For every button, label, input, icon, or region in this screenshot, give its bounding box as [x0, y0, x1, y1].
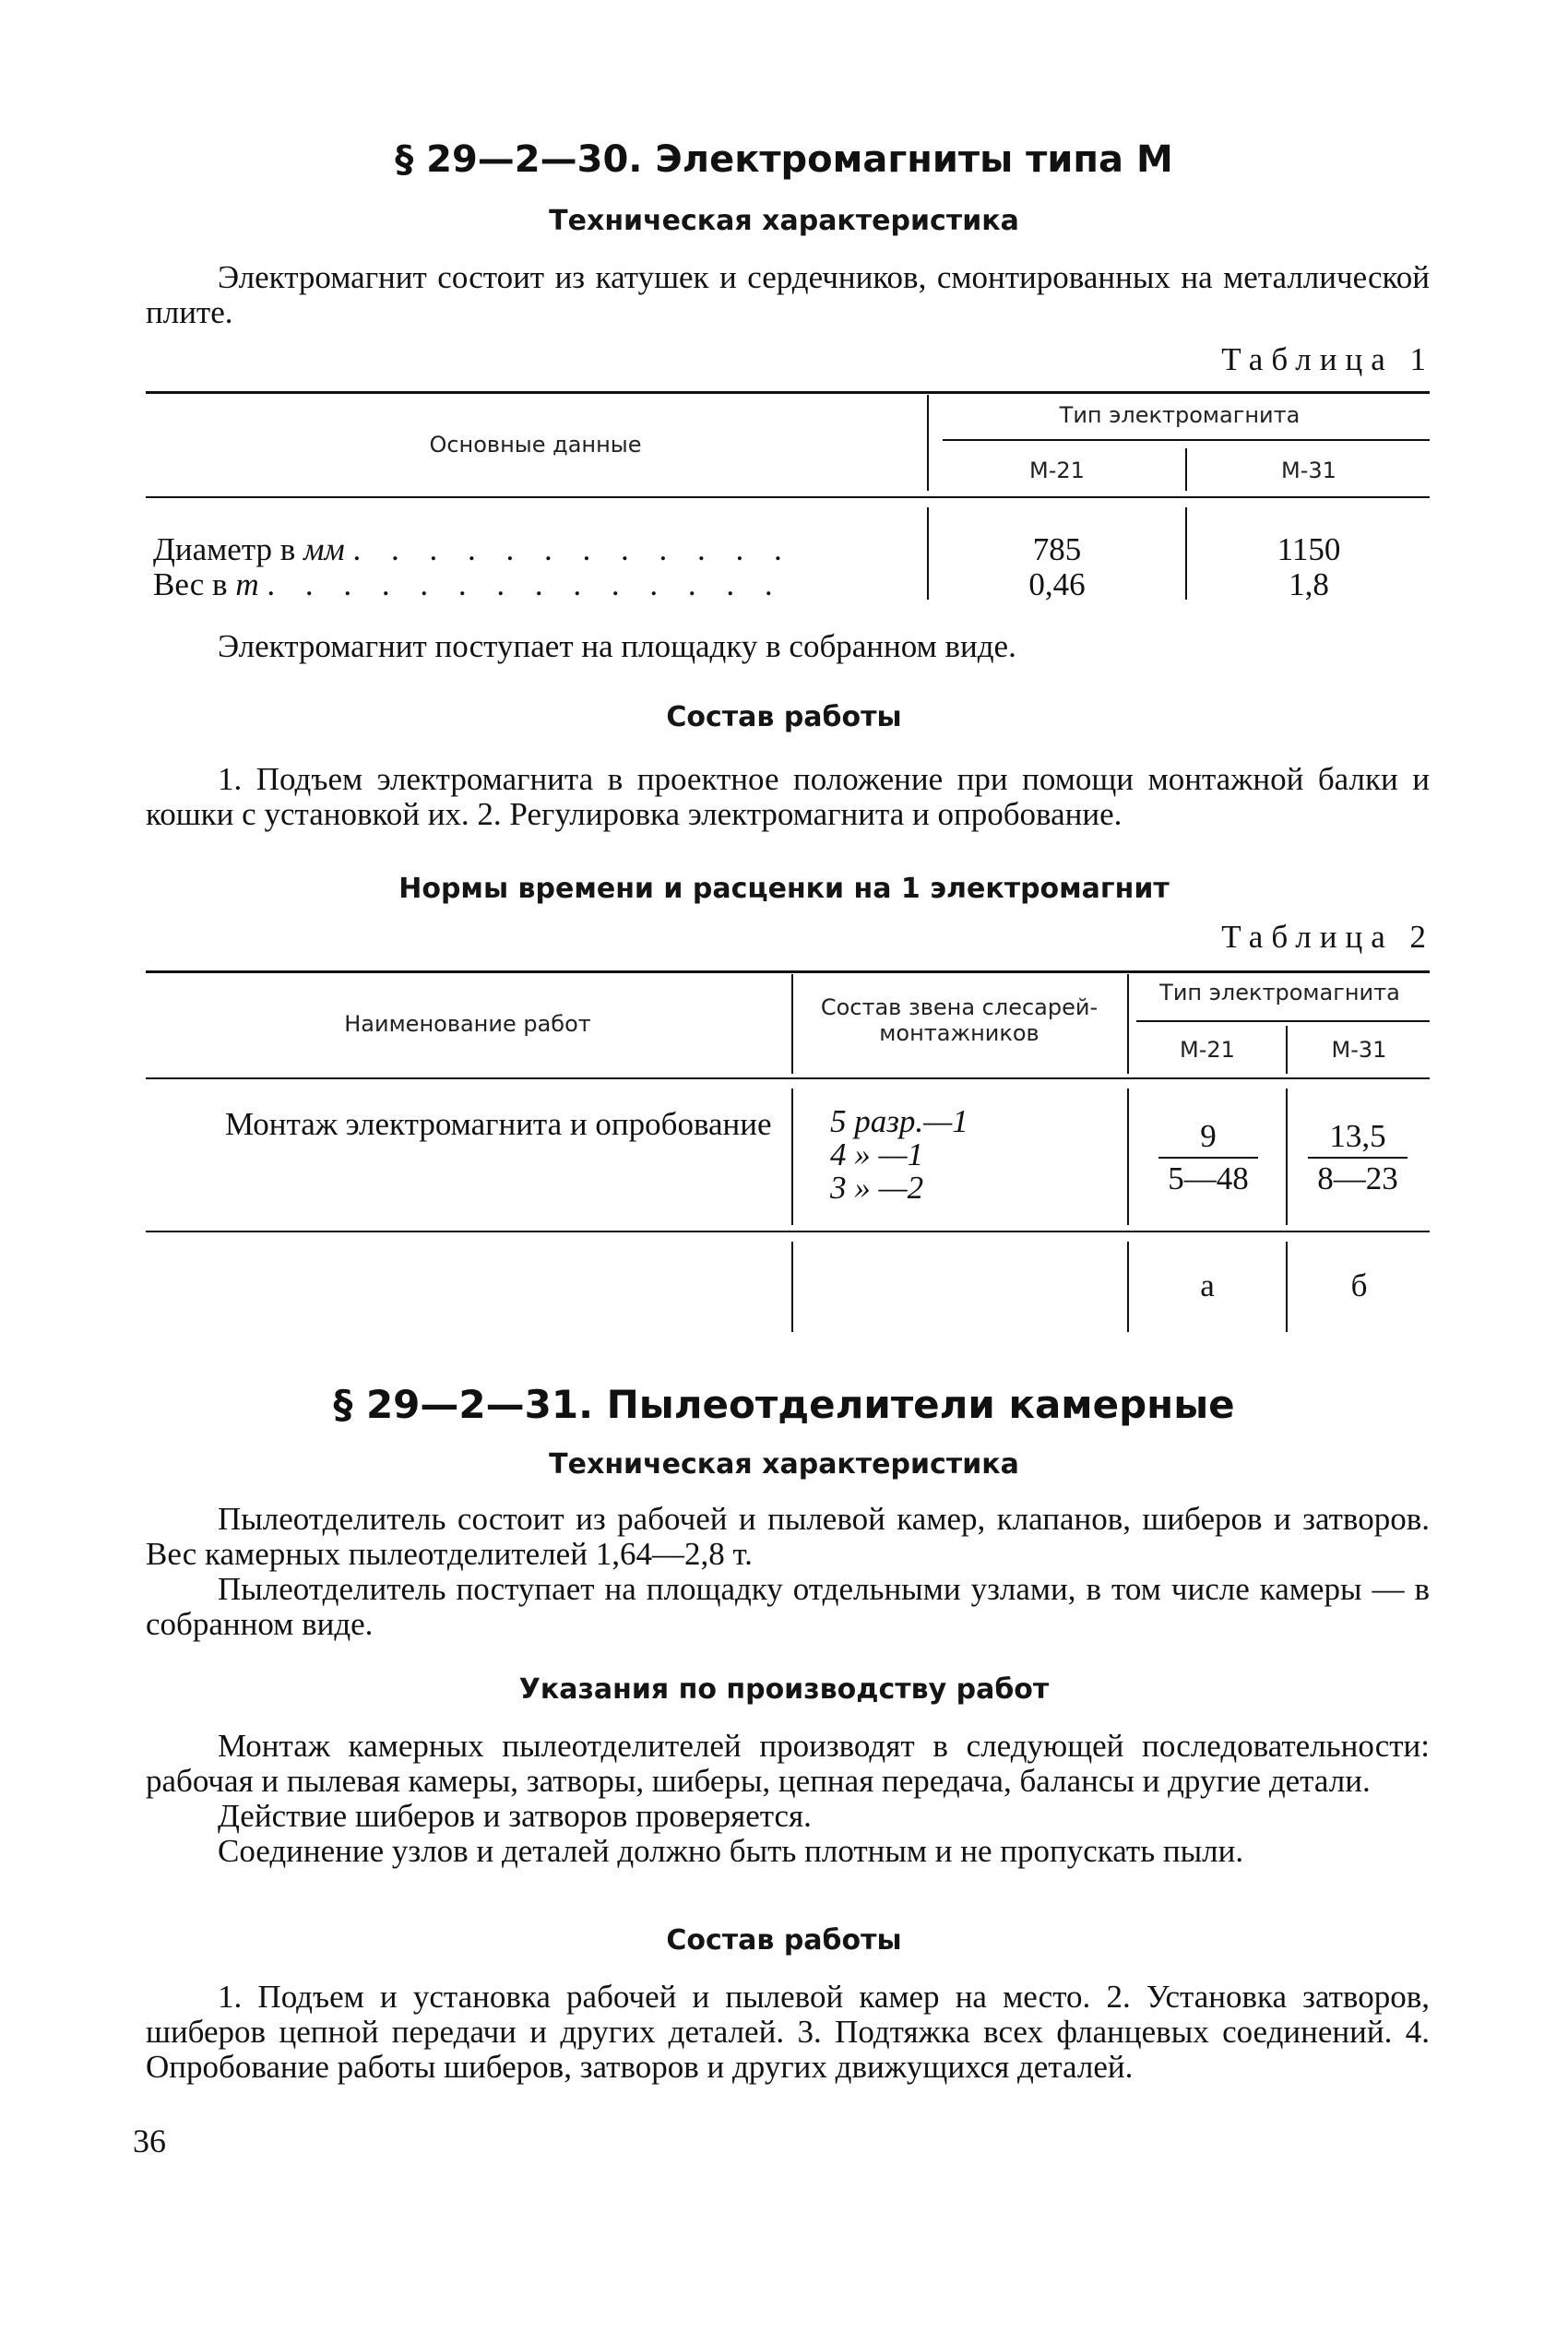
work-paragraph-1 — [146, 762, 1430, 832]
work-heading-2: Состав работы — [666, 1924, 902, 1957]
table2-letter-b: б — [1350, 1267, 1368, 1303]
section-title-29-2-30: § 29—2—30. Электромагниты типа М — [395, 138, 1173, 181]
instructions-heading: Указания по производству работ — [518, 1673, 1050, 1706]
instructions-text-3: Соединение узлов и деталей должно быть плотным и не пропускать пыли. — [218, 1833, 1244, 1869]
work-heading-1: Состав работы — [666, 701, 902, 733]
after-table1-text: Электромагнит поступает на площадку в собранном виде. — [218, 628, 1016, 664]
tech-text-2a: Пылеотделитель состоит из рабочей и пылевой камер, клапанов, шиберов и затворов. Вес камерных пылеотделителей 1,64—2,8 т. — [146, 1501, 1430, 1572]
table2-foot-div-type — [1286, 1242, 1288, 1332]
work-text-1: 1. Подъем электромагнита в проектное положение при помощи монтажной балки и кошки с установкой их. 2. Регулировка электромагнита и опробование. — [146, 761, 1430, 832]
table2-foot-div-work — [791, 1242, 793, 1332]
table1-type-m31: М-31 — [1281, 458, 1336, 483]
tech-paragraphs-2 — [146, 1502, 1430, 1642]
tech-paragraph-1 — [146, 260, 1430, 330]
table1-row-diameter — [153, 531, 793, 568]
table2-col-type: Тип электромагнита — [1159, 980, 1400, 1005]
table2-type-m21: М-21 — [1180, 1037, 1235, 1063]
tech-text-2b: Пылеотделитель поступает на площадку отдельными узлами, в том числе камеры — в собранном виде. — [146, 1571, 1430, 1642]
table1-col-type: Тип электромагнита — [1059, 402, 1301, 428]
tech-heading-2: Техническая характеристика — [549, 1448, 1019, 1481]
row-weight-dots: . . . . . . . . . . . . . . — [267, 566, 784, 602]
table1-col-main: Основные данные — [429, 432, 642, 458]
table2-col-crew: Состав звена слесарей-монтажников — [820, 994, 1099, 1046]
m21-norm-time: 9 — [1200, 1118, 1217, 1154]
row-diameter-dots: . . . . . . . . . . . . — [352, 531, 793, 567]
instructions-text-2: Действие шиберов и затворов проверяется. — [218, 1798, 812, 1834]
table2-crew-2: 4 » —1 — [830, 1136, 924, 1172]
instructions-text-1: Монтаж камерных пылеотделителей производят в следующей последовательности: рабочая и пылевая камеры, затворы, шиберы, цепная передача, балансы и другие детали. — [146, 1728, 1430, 1799]
table1-divider — [927, 395, 929, 491]
table2-top-rule — [146, 970, 1430, 973]
table1-sub-rule — [943, 439, 1430, 441]
work-text-2: 1. Подъем и установка рабочей и пылевой камер на место. 2. Установка затворов, шиберов цепной передачи и других деталей. 3. Подтяжка всех фланцевых соединений. 4. Опробование работы шиберов, затворов и других движущихся деталей. — [146, 1979, 1430, 2085]
m31-rate: 8—23 — [1317, 1160, 1398, 1196]
work-paragraph-2 — [146, 1980, 1430, 2085]
m31-norm-time: 13,5 — [1329, 1118, 1386, 1154]
table2-foot-div-crew — [1127, 1242, 1129, 1332]
table1-type-divider — [1185, 448, 1187, 491]
row-diameter-label: Диаметр в — [153, 531, 296, 567]
table2-row-name: Монтаж электромагнита и опробование — [225, 1106, 772, 1142]
table2-type-divider — [1286, 1026, 1288, 1074]
norms-heading: Нормы времени и расценки на 1 электромагнит — [398, 873, 1170, 905]
table1-label: Таблица 1 — [1221, 341, 1434, 377]
table1-type-m21: М-21 — [1029, 458, 1085, 483]
table1-row-weight — [153, 566, 784, 603]
table2-div-work — [791, 974, 793, 1074]
table1-weight-m31: 1,8 — [1289, 566, 1329, 602]
table2-bottom-rule — [146, 1231, 1430, 1232]
m21-rate: 5—48 — [1168, 1160, 1249, 1196]
m21-fraction-bar — [1158, 1157, 1258, 1159]
table2-m31-value — [1302, 1118, 1413, 1197]
table2-header-rule — [146, 1077, 1430, 1079]
table1-body-type-divider — [1185, 507, 1187, 600]
table2-body-div-type — [1286, 1089, 1288, 1225]
table2-crew-1: 5 разр.—1 — [830, 1103, 968, 1139]
table2-div-crew — [1127, 974, 1129, 1074]
section-title-29-2-31: § 29—2—31. Пылеотделители камерные — [333, 1382, 1235, 1427]
page-number: 36 — [133, 2123, 166, 2159]
table2-crew-3: 3 » —2 — [830, 1170, 924, 1206]
table1-diameter-m21: 785 — [1032, 531, 1082, 567]
table2-letter-a: а — [1200, 1267, 1215, 1303]
table2-sub-rule — [1136, 1020, 1430, 1022]
m31-fraction-bar — [1308, 1157, 1408, 1159]
row-weight-unit: т — [235, 566, 259, 602]
table2-label: Таблица 2 — [1221, 919, 1434, 955]
table1-diameter-m31: 1150 — [1277, 531, 1341, 567]
tech-heading-1: Техническая характеристика — [549, 205, 1019, 237]
table1-weight-m21: 0,46 — [1028, 566, 1086, 602]
table2-type-m31: М-31 — [1331, 1037, 1387, 1063]
instructions-paragraphs — [146, 1729, 1430, 1869]
after-table1-paragraph — [146, 629, 1430, 664]
table2-body-div-work — [791, 1089, 793, 1225]
table1-header-rule — [146, 496, 1430, 498]
row-weight-label: Вес в — [153, 566, 228, 602]
table2-m21-value — [1153, 1118, 1264, 1197]
table1-top-rule — [146, 391, 1430, 394]
row-diameter-unit: мм — [303, 531, 345, 567]
tech-text-1: Электромагнит состоит из катушек и сердечников, смонтированных на металлической плите. — [146, 259, 1430, 330]
table1-body-divider — [927, 507, 929, 600]
table2-col-work: Наименование работ — [344, 1011, 591, 1037]
table2-body-div-crew — [1127, 1089, 1129, 1225]
